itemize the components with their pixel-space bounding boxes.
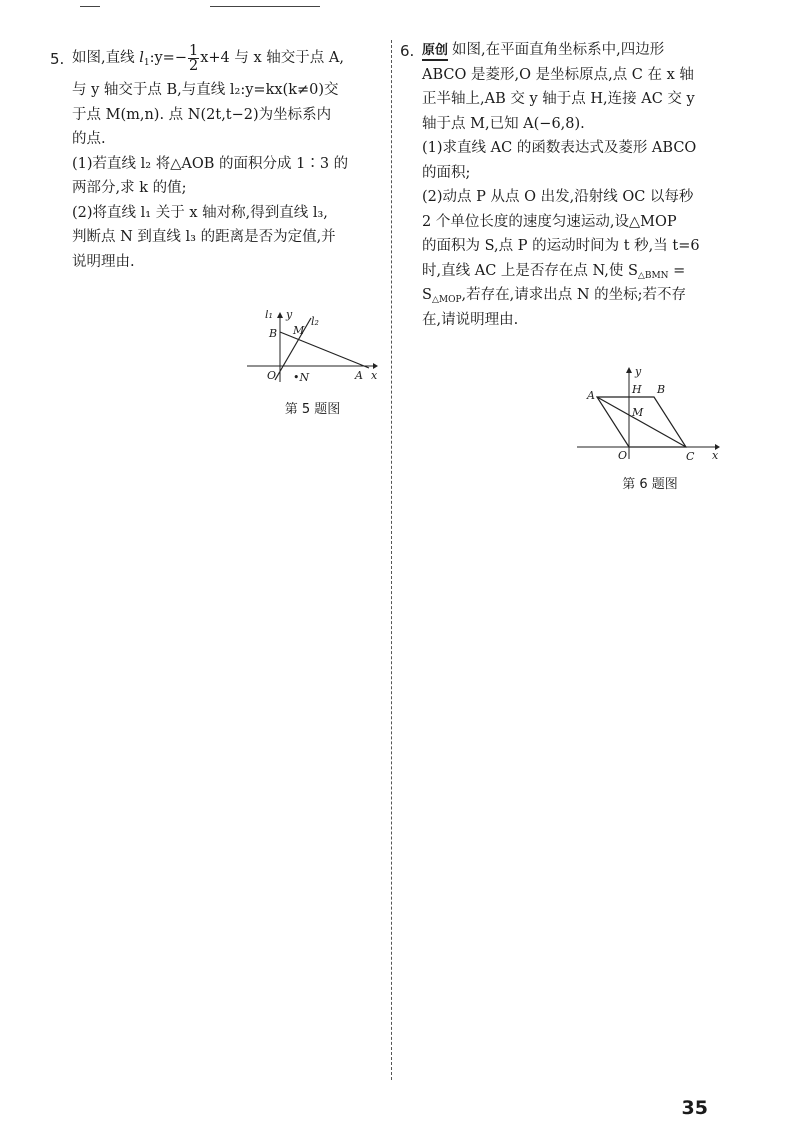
figure-5	[245, 310, 380, 417]
problem-6-q1-line-2: 的面积;	[422, 164, 471, 181]
left-column	[50, 38, 380, 417]
figure-6-diagram	[575, 365, 725, 465]
label-M: M	[632, 406, 644, 419]
line-l1	[280, 332, 369, 368]
problem-5-line-3: 于点 M(m,n). 点 N(2t,t−2)为坐标系内	[72, 106, 332, 123]
problem-6-line-4: 轴于点 M,已知 A(−6,8).	[422, 115, 585, 132]
problem-6-body	[422, 38, 730, 332]
diagonal-AC	[597, 397, 686, 447]
problem-5-body	[72, 38, 380, 274]
problem-6-q2-line-1: (2)动点 P 从点 O 出发,沿射线 OC 以每秒	[422, 189, 694, 205]
label-y: y	[286, 310, 293, 321]
figure-5-caption: 第 5 题图	[284, 402, 341, 417]
label-A: A	[355, 369, 363, 382]
page-number: 35	[681, 1097, 708, 1119]
label-M: M	[293, 324, 305, 337]
label-x: x	[712, 449, 719, 462]
problem-6-q2-line-3: 的面积为 S,点 P 的运动时间为 t 秒,当 t=6	[422, 238, 700, 254]
problem-5-q2-line-1: (2)将直线 l₁ 关于 x 轴对称,得到直线 l₃,	[72, 204, 328, 221]
label-B: B	[657, 383, 666, 396]
problem-5-q2-line-2: 判断点 N 到直线 l₃ 的距离是否为定值,并	[72, 229, 336, 245]
problem-5-q2-line-3: 说明理由.	[72, 253, 135, 270]
problem-5-line-4: 的点.	[72, 131, 106, 147]
column-divider	[391, 40, 392, 1080]
label-x: x	[371, 369, 378, 382]
problem-6	[400, 38, 730, 332]
problem-6-q2-line-5: $S_{\triangle MOP}$,若存在,请求出点 N 的坐标;若不存	[422, 287, 687, 305]
problem-6-line-2: ABCO 是菱形,O 是坐标原点,点 C 在 x 轴	[422, 66, 694, 83]
problem-5-q1-line-1: (1)若直线 l₂ 将△AOB 的面积分成 1∶3 的	[72, 155, 349, 172]
problem-5-line-2: 与 y 轴交于点 B,与直线 l₂:y=kx(k≠0)交	[72, 82, 339, 98]
top-rule-left	[80, 6, 100, 7]
label-H: H	[632, 383, 642, 396]
problem-5-line-1: 如图,直线 $l_1:y=-$ $\frac{1}{2}$ x+4 与 x 轴交于点 A,	[72, 42, 344, 74]
problem-6-q1-line-1: (1)求直线 AC 的函数表达式及菱形 ABCO	[422, 140, 697, 156]
label-l2: l₂	[311, 315, 319, 328]
figure-6	[575, 365, 725, 492]
label-A: A	[587, 389, 595, 402]
label-N: •N	[293, 371, 310, 384]
label-l1: l₁	[265, 310, 273, 321]
problem-6-q2-line-6: 在,请说明理由.	[422, 311, 519, 328]
problem-6-q2-line-2: 2 个单位长度的速度匀速运动,设△MOP	[422, 213, 677, 230]
right-column	[400, 38, 730, 492]
label-O: O	[267, 369, 277, 382]
problem-5-number: 5.	[50, 50, 65, 68]
label-O: O	[618, 449, 628, 462]
original-badge: 原创	[422, 43, 448, 61]
problem-5	[50, 38, 380, 274]
problem-6-number: 6.	[400, 42, 415, 60]
problem-6-q2-line-4: 时,直线 AC 上是否存在点 N,使 $S_{\triangle BMN}$ =	[422, 262, 686, 281]
y-axis-arrow	[277, 312, 283, 318]
label-B: B	[269, 327, 278, 340]
figure-5-diagram	[245, 310, 380, 390]
problem-6-line-1: 原创 如图,在平面直角坐标系中,四边形	[422, 38, 730, 63]
problem-6-line-3: 正半轴上,AB 交 y 轴于点 H,连接 AC 交 y	[422, 91, 695, 107]
figure-6-caption: 第 6 题图	[622, 477, 678, 492]
top-rule-right	[210, 6, 320, 7]
problem-5-q1-line-2: 两部分,求 k 的值;	[72, 180, 187, 196]
fraction-one-half: $\frac{1}{2}$	[188, 42, 199, 74]
y-axis-arrow	[626, 367, 632, 373]
label-y: y	[635, 365, 642, 378]
label-C: C	[686, 450, 695, 463]
